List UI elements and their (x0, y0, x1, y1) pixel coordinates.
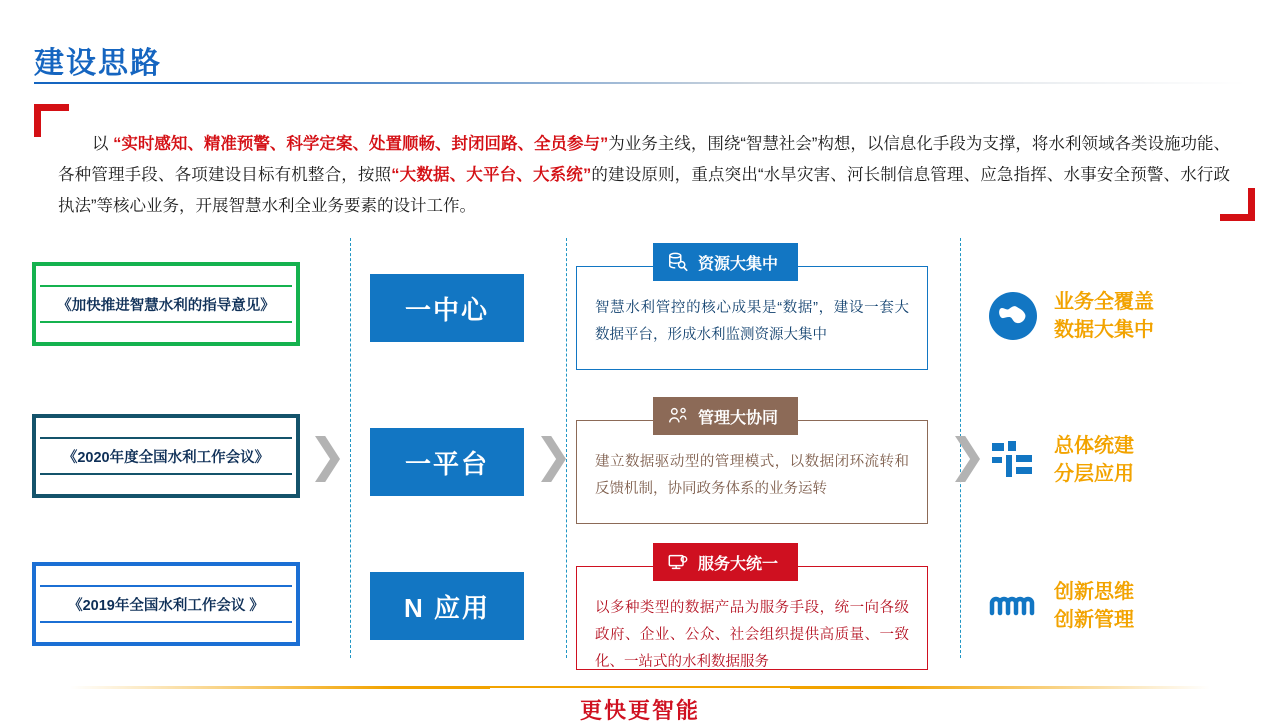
hierarchy-icon (986, 433, 1040, 487)
result-innovation-text (1054, 578, 1134, 634)
detail-card-service-header (653, 543, 798, 581)
intro-paragraph (58, 129, 1230, 222)
intro-seg-2: 为业务主线，围绕“智慧社会”构想，以信息化手段为支撑，将水利领域各类设施功能、各种管理手段、各项建设目标有机整合，按照 (58, 134, 1230, 184)
column-divider-1 (350, 238, 351, 658)
result-innovation-line2: 创新管理 (1054, 609, 1134, 631)
reference-box-2[interactable] (32, 414, 300, 498)
service-screen-icon (667, 551, 689, 573)
wave-icon (986, 579, 1040, 633)
page-title: 建设思路 (34, 47, 162, 80)
reference-label-3: 《2019年全国水利工作会议 》 (40, 585, 292, 623)
detail-card-management-body: 建立数据驱动型的管理模式，以数据闭环流转和反馈机制，协同政务体系的业务运转 (595, 454, 909, 497)
chevron-arrow-left-icon: ❯ (308, 428, 347, 482)
chevron-arrow-right-icon: ❯ (948, 428, 987, 482)
result-hierarchy-line2: 分层应用 (1054, 463, 1134, 485)
detail-card-resource[interactable] (576, 255, 928, 370)
database-search-icon (667, 251, 689, 273)
intro-seg-4: 的建设原则，重点突出“水旱灾害、河长制信息管理、应急指挥、水事安全预警、水行政执法”等核心业务，开展智慧水利全业务要素的设计工作。 (58, 165, 1231, 215)
detail-card-resource-body: 智慧水利管控的核心成果是“数据”，建设一套大数据平台，形成水利监测资源大集中 (595, 300, 909, 343)
detail-card-management-header (653, 397, 798, 435)
detail-card-management[interactable] (576, 409, 928, 524)
detail-card-management-title: 管理大协同 (698, 409, 779, 427)
detail-card-resource-title: 资源大集中 (698, 255, 779, 273)
reference-label-1: 《加快推进智慧水利的指导意见》 (40, 285, 292, 323)
result-item-innovation (986, 578, 1134, 634)
reference-box-1[interactable] (32, 262, 300, 346)
reference-box-3[interactable] (32, 562, 300, 646)
detail-card-resource-header (653, 243, 798, 281)
footer-slogan: 更快更智能 (579, 698, 700, 723)
reference-label-2: 《2020年度全国水利工作会议》 (40, 437, 292, 475)
result-coverage-line1: 业务全覆盖 (1054, 291, 1154, 313)
title-divider (34, 82, 1246, 84)
globe-icon (986, 289, 1040, 343)
core-block-applications[interactable]: N 应用 (370, 572, 524, 640)
intro-seg-0: 以 (92, 134, 114, 153)
result-hierarchy-line1: 总体统建 (1054, 435, 1134, 457)
result-coverage-text (1054, 288, 1154, 344)
detail-card-service-title: 服务大统一 (698, 555, 779, 573)
intro-seg-1: “实时感知、精准预警、科学定案、处置顺畅、封闭回路、全员参与” (113, 134, 609, 153)
core-block-center[interactable]: 一中心 (370, 274, 524, 342)
detail-card-service[interactable] (576, 555, 928, 670)
detail-card-service-body: 以多种类型的数据产品为服务手段，统一向各级政府、企业、公众、社会组织提供高质量、一致化、一站式的水利数据服务 (595, 600, 909, 670)
result-hierarchy-text (1054, 432, 1134, 488)
chevron-arrow-middle-icon: ❯ (534, 428, 573, 482)
result-coverage-line2: 数据大集中 (1054, 319, 1154, 341)
collaboration-icon (667, 405, 689, 427)
intro-seg-3: “大数据、大平台、大系统” (391, 165, 592, 184)
result-item-hierarchy (986, 432, 1134, 488)
result-innovation-line1: 创新思维 (1054, 581, 1134, 603)
result-item-coverage (986, 288, 1154, 344)
core-block-platform[interactable]: 一平台 (370, 428, 524, 496)
